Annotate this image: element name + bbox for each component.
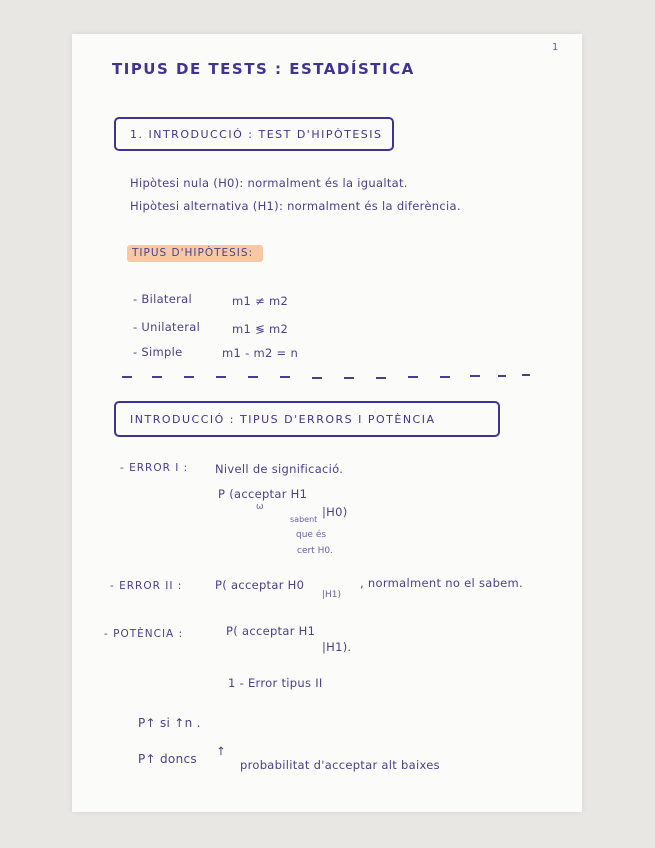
section2-heading-box (114, 401, 500, 437)
error2-label: - ERROR II : (110, 580, 183, 592)
power-note: 1 - Error tipus II (228, 676, 323, 690)
hypothesis-types-heading: TIPUS D'HIPÒTESIS: (132, 247, 254, 259)
error1-omega: ω (256, 502, 264, 512)
type-unilateral-name: - Unilateral (133, 320, 201, 334)
error2-given: |H1) (322, 590, 342, 600)
power-conclusion-end: probabilitat d'acceptar alt baixes (240, 758, 440, 772)
error2-formula: P( acceptar H0 (215, 578, 305, 592)
section1-heading: 1. INTRODUCCIÓ : TEST D'HIPÒTESIS (130, 127, 383, 141)
type-bilateral-name: - Bilateral (133, 292, 192, 306)
power-formula: P( acceptar H1 (226, 624, 316, 638)
power-given: |H1). (322, 640, 352, 654)
type-simple-name: - Simple (133, 345, 183, 359)
type-simple-formula: m1 - m2 = n (222, 346, 299, 360)
error1-given: |H0) (322, 505, 348, 519)
error2-note: , normalment no el sabem. (360, 576, 524, 590)
power-conclusion-start: P↑ doncs (138, 752, 197, 766)
error1-formula: P (acceptar H1 (218, 487, 308, 501)
page-title: TIPUS DE TESTS : ESTADÍSTICA (112, 60, 415, 78)
power-increase-line: P↑ si ↑n . (138, 716, 201, 730)
h1-definition: Hipòtesi alternativa (H1): normalment és la diferència. (130, 199, 461, 213)
error1-note-2: que és (296, 530, 327, 540)
error1-note-1: sabent (290, 515, 318, 524)
page-number: 1 (552, 42, 559, 53)
error1-label: - ERROR I : (120, 462, 189, 474)
type-bilateral-formula: m1 ≠ m2 (232, 294, 289, 308)
error1-text: Nivell de significació. (215, 462, 344, 476)
section2-heading: INTRODUCCIÓ : TIPUS D'ERRORS I POTÈNCIA (130, 412, 436, 426)
type-unilateral-formula: m1 ≶ m2 (232, 322, 289, 336)
up-arrow-icon: ↑ (216, 744, 226, 758)
section1-heading-box (114, 117, 394, 151)
error1-note-3: cert H0. (297, 546, 333, 556)
power-label: - POTÈNCIA : (104, 628, 184, 640)
h0-definition: Hipòtesi nula (H0): normalment és la igualtat. (130, 176, 408, 190)
